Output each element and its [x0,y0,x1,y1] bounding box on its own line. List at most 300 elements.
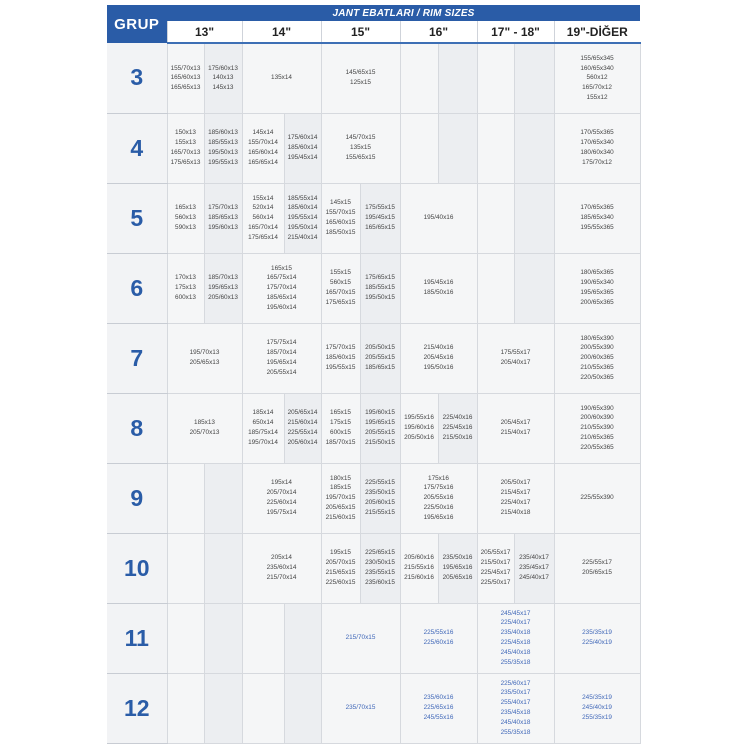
size-cell [167,183,204,253]
tire-size: 155/65x345 [580,54,614,62]
tire-size: 200/55x390 [580,344,614,352]
group-row [107,603,640,673]
size-cell [284,393,321,463]
size-cell [400,673,477,743]
tire-size: 205x14 [271,554,292,562]
tire-size: 255/40x17 [500,699,531,707]
size-cell [477,253,514,323]
size-cell [477,43,514,113]
tire-size: 215/60x16 [404,573,434,581]
size-cell [242,323,321,393]
group-row [107,533,640,603]
size-cell [321,183,360,253]
tire-size: 195/65x13 [208,284,238,292]
tire-size: 185x15 [330,484,351,492]
size-cell [477,533,514,603]
tire-size: 215/40x16 [423,344,454,352]
size-cell [400,323,477,393]
tire-size: 220/50x365 [580,373,614,381]
tire-size: 205/60x13 [208,293,238,301]
tire-size: 195/50x15 [365,293,395,301]
tire-size: 140x13 [212,74,234,82]
tire-size: 165x15 [271,264,292,272]
tire-size: 650x14 [252,419,274,427]
tire-size: 175/65x15 [325,298,356,306]
tire-size: 225/55x15 [365,479,395,487]
tire-size: 195/50x16 [423,363,454,371]
size-cell [284,603,321,673]
size-cell [514,183,554,253]
tire-size: 225/40x17 [500,619,531,627]
size-cell [360,323,400,393]
tire-size: 225/40x19 [582,639,612,646]
tire-size: 165/60x13 [170,74,201,82]
tire-size: 205/65x14 [287,409,318,417]
size-cell [477,183,514,253]
tire-size: 225/60x14 [266,499,297,506]
tire-size: 195/50x13 [208,149,238,156]
group-row [107,463,640,533]
size-cell [242,113,284,183]
tire-size: 560x15 [330,279,351,287]
size-cell [204,463,242,533]
size-cell [554,533,640,603]
size-cell [321,43,400,113]
tire-size: 185/65x15 [365,363,395,371]
column-header: 16" [400,21,477,43]
column-header: 17" - 18" [477,21,554,43]
size-cell [554,393,640,463]
tire-size: 165/70x15 [325,289,356,296]
tire-size: 160/65x340 [580,64,614,72]
size-cell [321,673,400,743]
size-cell [554,603,640,673]
tire-size: 180x15 [330,474,351,482]
group-row [107,323,640,393]
size-cell [360,533,400,603]
tire-size: 235/50x17 [500,689,531,697]
tire-size: 185/70x15 [325,438,356,446]
tire-size: 170/65x340 [580,139,614,147]
size-cell [242,533,321,603]
tire-size: 195/70x15 [325,494,356,502]
size-cell [360,183,400,253]
tire-size: 185/60x13 [208,129,238,137]
size-cell [242,183,284,253]
tire-size: 155x14 [252,194,274,202]
tire-size: 210/65x365 [580,433,614,441]
tire-size: 245/55x16 [423,713,454,721]
size-cell [360,393,400,463]
size-cell [554,113,640,183]
size-cell [554,183,640,253]
tire-size: 145/70x15 [345,134,376,142]
size-cell [514,43,554,113]
group-number: 9 [107,463,167,533]
tire-size: 225/65x16 [423,704,454,712]
tire-size: 195/45x14 [287,153,318,161]
tire-size: 205/60x14 [287,438,318,446]
size-cell [400,113,438,183]
size-cell [400,183,477,253]
tire-size: 205/45x16 [423,354,454,362]
size-cell [204,113,242,183]
size-cell [477,393,554,463]
tire-size: 155/70x14 [248,139,278,147]
tire-size: 185/55x15 [365,284,395,292]
size-cell [400,393,438,463]
size-cell [284,673,321,743]
tire-size: 590x13 [175,223,196,231]
tire-size: 195/75x14 [266,508,297,516]
size-cell [438,393,477,463]
tire-size: 175/70x15 [325,344,356,352]
tire-size: 195x15 [330,549,351,557]
group-row [107,183,640,253]
tire-size: 235/45x18 [500,709,531,716]
tire-size: 215/70x15 [345,634,376,642]
group-row [107,113,640,183]
group-row [107,253,640,323]
tire-size: 220/55x365 [580,443,614,451]
tire-size: 205/55x16 [423,494,454,502]
tire-size: 185x14 [252,409,274,417]
size-cell [242,463,321,533]
tire-size: 205/55x14 [266,368,297,376]
tire-size: 155/65x15 [345,153,376,161]
tire-size: 235/60x15 [365,578,395,586]
tire-size: 200/65x365 [580,298,614,306]
tire-size: 185/70x14 [266,349,297,357]
tire-size: 180/65x390 [580,334,614,342]
tire-size: 185/50x15 [325,228,356,236]
tire-size: 185/65x13 [208,214,238,222]
size-cell [242,253,321,323]
tire-size: 195/60x13 [208,223,238,231]
tire-size: 225/55x390 [580,494,614,502]
tire-size: 205/65x13 [189,359,220,366]
size-cell [167,253,204,323]
tire-size: 175/75x14 [266,339,297,347]
tire-size: 165/75x14 [266,274,297,282]
tire-size: 225/45x16 [442,424,473,432]
size-cell [554,43,640,113]
tire-size: 175/65x15 [365,274,395,282]
group-number: 8 [107,393,167,463]
tire-size: 195/45x15 [365,214,395,222]
group-number: 6 [107,253,167,323]
tire-size: 205/55x15 [365,429,395,436]
tire-size: 255/35x19 [582,713,612,721]
tire-size: 175/60x14 [287,134,318,142]
tire-size: 205/50x17 [500,479,531,487]
size-cell [284,183,321,253]
tire-size: 205/65x16 [442,573,473,581]
tire-size: 195/65x365 [580,289,614,296]
tire-size: 195/55x14 [287,214,318,222]
tire-size: 225/60x15 [325,578,356,586]
size-cell [204,603,242,673]
tire-size: 175/70x12 [582,158,612,166]
column-header: 15" [321,21,400,43]
tire-size: 170/65x365 [580,204,614,212]
tire-size: 225/55x16 [423,629,454,637]
column-header: 13" [167,21,242,43]
tire-size: 255/35x18 [500,728,531,736]
tire-size: 145x15 [330,199,351,207]
tire-size: 235/70x15 [345,704,376,712]
tire-size: 175/70x13 [208,204,238,212]
tire-size: 205/70x14 [266,489,297,497]
tire-size: 225/50x16 [423,503,454,511]
tire-size: 235/40x18 [500,629,531,637]
tire-size: 230/50x15 [365,559,395,567]
size-cell [321,393,360,463]
tire-size: 235/60x16 [423,694,454,702]
size-cell [400,463,477,533]
size-cell [167,43,204,113]
tire-size: 215/55x16 [404,564,434,572]
tire-size: 190/65x340 [580,279,614,287]
size-cell [400,253,477,323]
tire-size: 165/60x14 [248,149,278,156]
tire-size: 255/35x18 [500,658,531,666]
tire-size: 185/75x14 [248,429,278,436]
tire-size: 215/65x15 [325,569,356,576]
tire-size: 245/35x19 [582,694,612,702]
size-cell [242,43,321,113]
tire-size: 195/65x16 [423,513,454,521]
size-cell [204,43,242,113]
tire-size: 245/45x17 [500,609,531,617]
group-number: 3 [107,43,167,113]
size-cell [477,603,554,673]
size-cell [477,323,554,393]
group-number: 7 [107,323,167,393]
tire-size: 145x14 [252,129,274,137]
tire-size: 215/60x14 [287,419,318,427]
tire-size: 165/65x15 [365,223,395,231]
tire-size: 235/55x15 [365,569,395,576]
tire-size: 235/45x17 [519,564,549,572]
tire-size: 195x14 [271,479,292,487]
tire-size: 215/40x14 [287,233,318,241]
tire-size: 180/65x365 [580,269,614,277]
tire-size: 165/65x13 [170,84,201,92]
tire-size: 155x13 [175,139,196,147]
tire-size: 245/40x18 [500,718,531,726]
tire-size: 190/65x390 [580,404,614,412]
size-cell [204,183,242,253]
tire-size: 165/70x13 [170,149,201,156]
size-cell [477,673,554,743]
size-cell [321,253,360,323]
tire-size: 185/55x14 [287,194,318,202]
tire-size: 195/50x14 [287,223,318,231]
tire-size: 195/55x13 [208,158,238,166]
tire-size: 195/40x16 [423,214,454,222]
tire-size: 135x15 [350,144,371,152]
tire-size: 205/45x17 [500,419,531,427]
tire-size: 175/65x14 [248,233,278,241]
size-cell [321,323,360,393]
size-cell [438,533,477,603]
column-header: 19"-DİĞER [554,21,640,43]
group-number: 4 [107,113,167,183]
tire-size: 195/55x16 [404,414,434,422]
tire-size: 195/65x15 [365,419,395,427]
group-number: 10 [107,533,167,603]
tire-size: 205/60x15 [365,499,395,506]
tire-size: 175x13 [175,284,196,292]
tire-size: 560x14 [252,214,274,222]
rim-size-sheet [107,5,640,744]
size-cell [204,533,242,603]
tire-size: 225/40x17 [500,499,531,506]
size-cell [400,533,438,603]
tire-size: 170x13 [175,274,196,282]
tire-size: 195/65x16 [442,564,473,572]
tire-size: 155x15 [330,269,351,277]
tire-size: 165/70x12 [582,84,612,92]
size-cell [438,113,477,183]
tire-size: 205/50x16 [404,433,434,441]
tire-size: 195/65x14 [266,359,297,366]
tire-size: 135x14 [271,74,292,82]
group-row [107,673,640,743]
tire-size: 185x13 [194,419,215,427]
tire-size: 165/60x15 [325,219,356,226]
tire-size: 225/50x17 [480,578,511,586]
tire-size: 195/55x15 [325,363,356,371]
tire-size: 185/60x14 [287,144,318,152]
tire-size: 225/55x17 [582,559,612,567]
tire-size: 205/55x15 [365,354,395,362]
tire-size: 165/70x14 [248,223,278,231]
tire-size: 175x15 [330,419,351,427]
tire-size: 600x13 [175,293,196,301]
rim-size-table [107,5,641,744]
size-cell [167,533,204,603]
size-cell [554,463,640,533]
tire-size: 180/60x340 [580,149,614,156]
tire-size: 185/65x340 [580,214,614,222]
tire-size: 175x16 [428,474,449,482]
tire-size: 150x13 [175,129,196,137]
tire-size: 215/40x17 [500,429,531,436]
size-cell [204,673,242,743]
tire-size: 205/50x15 [365,344,395,352]
size-cell [400,43,438,113]
tire-size: 215/45x17 [500,489,531,497]
tire-size: 175/65x13 [170,158,201,166]
tire-size: 165x15 [330,409,351,417]
tire-size: 225/55x14 [287,429,318,436]
group-row [107,43,640,113]
tire-size: 205/55x17 [480,549,511,557]
tire-size: 145x13 [212,84,234,92]
size-cell [514,113,554,183]
tire-size: 235/50x16 [442,554,473,562]
size-cell [554,323,640,393]
tire-size: 175/60x13 [208,64,238,72]
tire-size: 215/50x16 [442,433,473,441]
tire-size: 200/60x365 [580,354,614,362]
size-cell [167,673,204,743]
tire-size: 175/55x15 [365,204,395,212]
size-cell [284,113,321,183]
size-cell [242,673,284,743]
group-row [107,393,640,463]
tire-size: 210/55x365 [580,363,614,371]
tire-size: 145/65x15 [345,69,376,77]
tire-size: 215/60x15 [325,513,356,521]
tire-size: 195/60x14 [266,303,297,311]
tire-size: 235/40x17 [519,554,549,562]
rim-sizes-title: JANT EBATLARI / RIM SIZES [167,5,640,21]
tire-size: 215/50x17 [480,559,511,567]
tire-size: 175/70x14 [266,284,297,292]
tire-size: 205/65x15 [582,569,612,576]
size-cell [204,253,242,323]
tire-size: 215/70x14 [266,573,297,581]
tire-size: 235/35x19 [582,629,612,637]
group-number: 12 [107,673,167,743]
tire-size: 155x12 [586,93,608,101]
size-cell [321,533,360,603]
tire-size: 185/60x14 [287,204,318,212]
size-cell [554,673,640,743]
tire-size: 175/55x17 [500,349,531,357]
tire-size: 200/60x390 [580,414,614,422]
size-cell [242,393,284,463]
tire-size: 225/40x16 [442,414,473,422]
grup-header: GRUP [107,5,167,43]
tire-size: 245/40x18 [500,648,531,656]
tire-size: 225/60x16 [423,639,454,646]
tire-size: 205/65x15 [325,503,356,511]
tire-size: 185/50x16 [423,289,454,296]
size-cell [167,603,204,673]
tire-size: 170/55x365 [580,129,614,137]
tire-size: 600x15 [330,429,351,436]
tire-size: 125x15 [350,79,371,87]
size-cell [400,603,477,673]
tire-size: 185/55x13 [208,139,238,147]
size-cell [242,603,284,673]
tire-size: 205/70x13 [189,429,220,436]
tire-size: 155/70x13 [170,64,201,72]
size-cell [514,253,554,323]
group-number: 11 [107,603,167,673]
tire-size: 195/60x15 [365,409,395,417]
tire-size: 185/65x14 [266,293,297,301]
size-cell [477,113,514,183]
tire-size: 195/60x16 [404,424,434,432]
tire-size: 205/40x17 [500,359,531,366]
tire-size: 205/60x16 [404,554,434,562]
size-cell [321,463,360,533]
size-cell [554,253,640,323]
size-cell [167,463,204,533]
tire-size: 215/50x15 [365,438,395,446]
tire-size: 215/55x15 [365,508,395,516]
tire-size: 560x12 [586,74,608,82]
tire-size: 225/60x17 [500,679,531,687]
size-cell [514,533,554,603]
tire-size: 235/50x15 [365,489,395,497]
tire-size: 225/45x17 [480,569,511,576]
